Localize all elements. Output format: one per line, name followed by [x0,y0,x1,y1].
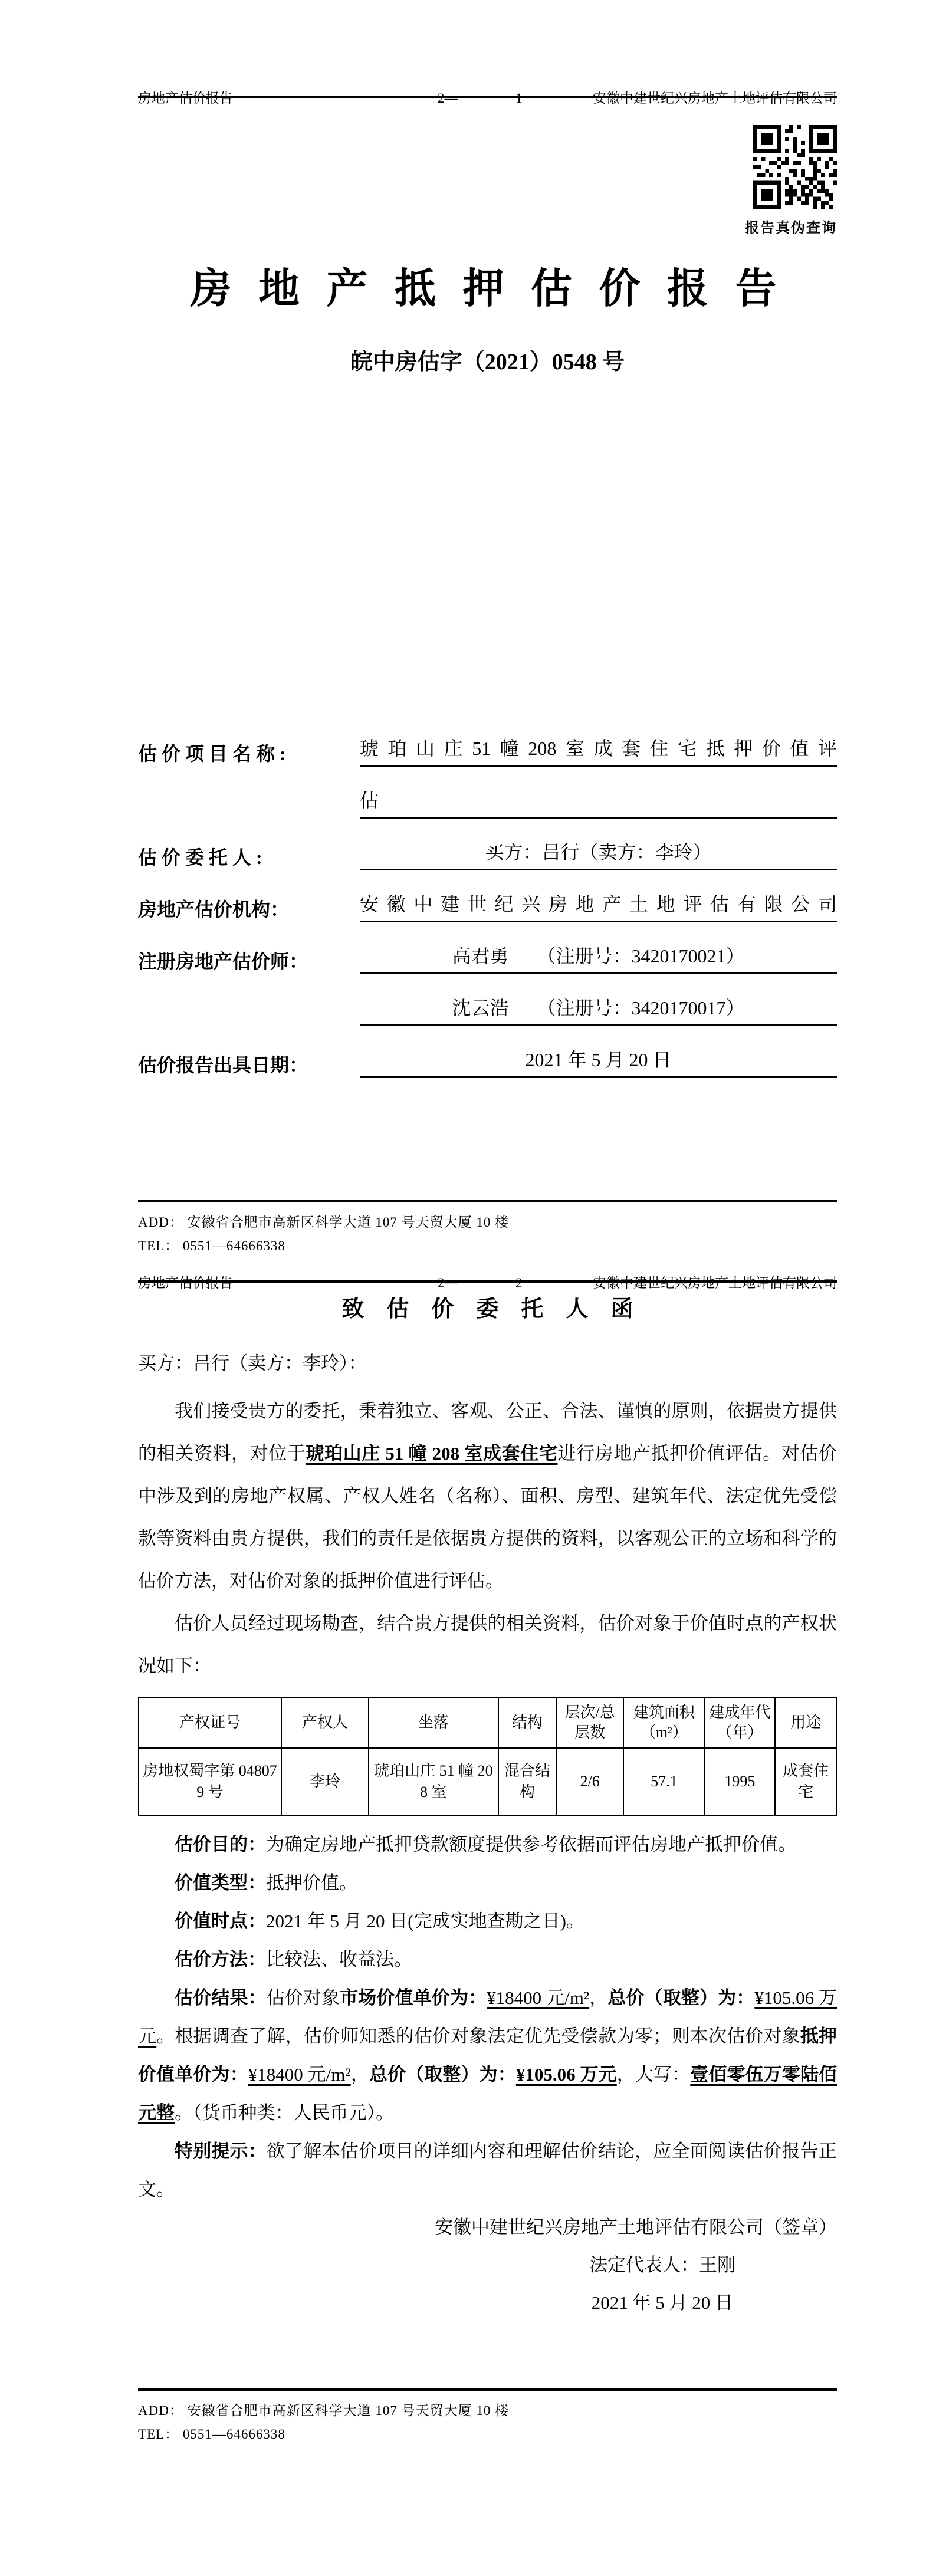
footer-rule [138,2388,837,2391]
col-certificate-no: 产权证号 [139,1697,281,1748]
section-result: 估价结果：估价对象市场价值单价为：¥18400 元/m²，总价（取整）为：¥105.06 万元。根据调查了解，估价师知悉的估价对象法定优先受偿款为零；则本次估价对象抵押价值单价为：¥18400 元/m²，总价（取整）为：¥105.06 万元，大写：壹佰零伍万零陆佰元整。（货币种类：人民币元）。 [138,1987,838,2123]
field-label: 估价报告出具日期： [138,1054,308,1076]
header-page-group: 2— [438,1276,458,1290]
page2-footer [138,2388,837,2446]
cell-structure: 混合结构 [498,1748,556,1815]
cell-location: 琥珀山庄 51 幢 208 室 [369,1748,498,1815]
field-value: 安徽中建世纪兴房地产土地评估有限公司 [360,891,837,922]
section-value-type: 价值类型：抵押价值。 [175,1872,357,1893]
letter-title: 致 估 价 委 托 人 函 [341,1297,633,1322]
field-row-client [138,833,837,870]
field-row-agency [138,885,837,922]
header-company-name: 安徽中建世纪兴房地产土地评估有限公司 [593,1276,837,1290]
letter-salutation: 买方：吕行（卖方：李玲）： [138,1353,367,1374]
field-value: 估 [360,787,837,819]
cell-floor: 2/6 [556,1748,624,1815]
signature-legal-representative: 法定代表人：王刚 [589,2255,735,2275]
header-company-name: 安徽中建世纪兴房地产土地评估有限公司 [593,91,837,106]
page-2 [0,1258,936,2446]
col-area: 建筑面积（m²） [623,1697,704,1748]
header-page-number: 2 [515,1276,523,1290]
footer-phone: TEL： 0551—64666338 [138,2427,285,2442]
field-row-appraiser-1 [138,937,837,974]
cell-area: 57.1 [623,1748,704,1815]
col-year-built: 建成年代（年） [704,1697,775,1748]
signature-block [138,2209,837,2322]
table-header-row [139,1697,836,1748]
footer-rule [138,1200,837,1202]
table-row [139,1748,836,1815]
col-structure: 结构 [498,1697,556,1748]
report-title: 房 地 产 抵 押 估 价 报 告 [190,267,785,312]
col-location: 坐落 [369,1697,498,1748]
page1-footer [138,1200,837,1258]
header-page-number: 1 [515,91,523,106]
section-special-note: 特别提示：欲了解本估价项目的详细内容和理解估价结论，应全面阅读估价报告正文。 [138,2141,837,2200]
field-value: 琥珀山庄51幢208室成套住宅抵押价值评 [360,735,837,767]
property-rights-table [138,1697,837,1816]
qr-code [753,125,837,209]
field-label: 估 价 项 目 名 称 : [138,743,286,764]
footer-phone: TEL： 0551—64666338 [138,1238,285,1253]
section-purpose: 估价目的：为确定房地产抵押贷款额度提供参考依据而评估房地产抵押价值。 [175,1834,796,1855]
section-method: 估价方法：比较法、收益法。 [175,1949,412,1970]
col-use: 用途 [775,1697,836,1748]
field-value: 买方：吕行（卖方：李玲） [360,839,837,870]
qr-block [138,125,837,238]
field-row-report-date [138,1040,837,1078]
field-value: 2021 年 5 月 20 日 [360,1047,837,1078]
cell-use: 成套住宅 [775,1748,836,1815]
field-label: 房地产估价机构： [138,899,290,920]
qr-caption: 报告真伪查询 [745,221,837,236]
footer-address: ADD： 安徽省合肥市高新区科学大道 107 号天贸大厦 10 楼 [138,1215,510,1230]
summary-sections [138,1825,837,2209]
field-row-appraiser-2 [138,988,837,1026]
cover-fields [138,729,837,1078]
field-row-project-name-cont [138,781,837,819]
field-value: 沈云浩 （注册号：3420170017） [360,995,837,1026]
signature-date: 2021 年 5 月 20 日 [591,2292,733,2313]
signature-company: 安徽中建世纪兴房地产土地评估有限公司（签章） [435,2217,837,2237]
letter-paragraph-1: 我们接受贵方的委托，秉着独立、客观、公正、合法、谨慎的原则，依据贵方提供的相关资料，对位于琥珀山庄 51 幢 208 室成套住宅进行房地产抵押价值评估。对估价中涉及到的房地产权属、产权人姓名（名称）、面积、房型、建筑年代、法定优先受偿款等资料由贵方提供，我们的责任是依据贵方提供的资料，以客观公正的立场和科学的估价方法，对估价对象的抵押价值进行评估。 [138,1401,838,1591]
header-page-group: 2— [438,91,458,106]
cell-year-built: 1995 [704,1748,775,1815]
cell-owner: 李玲 [281,1748,369,1815]
section-value-date: 价值时点：2021 年 5 月 20 日(完成实地查勘之日)。 [175,1911,584,1931]
page-1 [0,0,936,1258]
field-label: 估 价 委 托 人 : [138,847,262,868]
col-floor: 层次/总层数 [556,1697,624,1748]
field-value: 高君勇 （注册号：3420170021） [360,943,837,974]
header-doc-title: 房地产估价报告 [138,1276,233,1290]
cell-certificate-no: 房地权蜀字第 048079 号 [139,1748,281,1815]
col-owner: 产权人 [281,1697,369,1748]
letter-paragraph-2: 估价人员经过现场勘查，结合贵方提供的相关资料，估价对象于价值时点的产权状况如下： [138,1613,837,1676]
field-row-project-name [138,729,837,767]
document-number: 皖中房估字（2021）0548 号 [350,350,625,374]
field-label: 注册房地产估价师： [138,951,308,972]
header-doc-title: 房地产估价报告 [138,91,233,106]
footer-address: ADD： 安徽省合肥市高新区科学大道 107 号天贸大厦 10 楼 [138,2403,510,2418]
